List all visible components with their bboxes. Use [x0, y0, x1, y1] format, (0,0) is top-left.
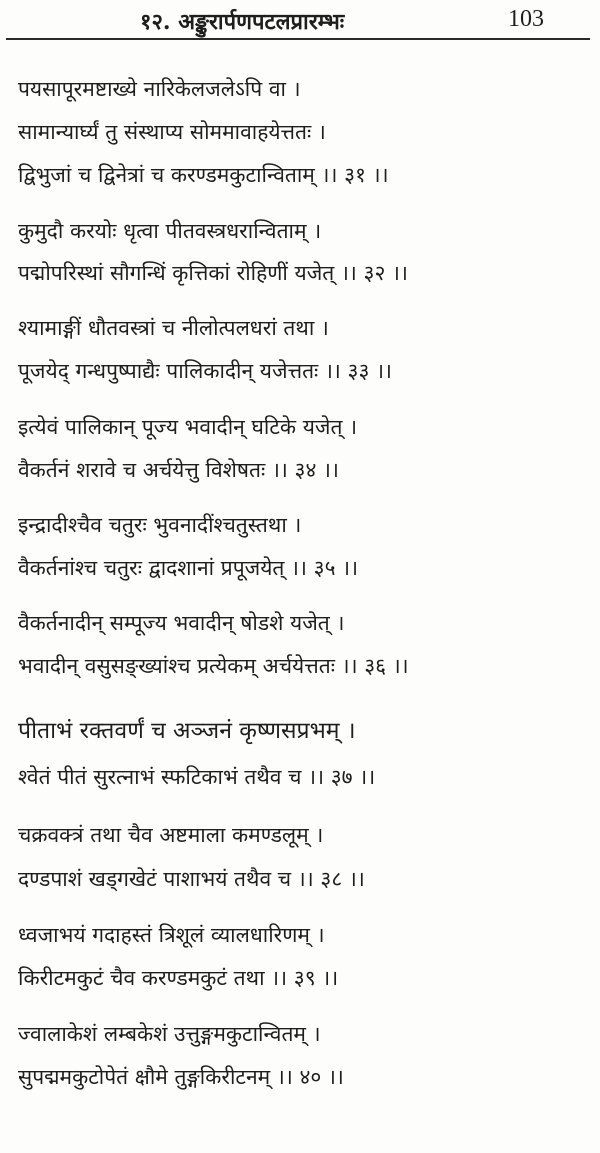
verse-line: वैकर्तनादीन् सम्पूज्य भवादीन् षोडशे यजेत् ।: [18, 611, 345, 635]
verse-line: दण्डपाशं खड्गखेटं पाशाभयं तथैव च ।। ३८ ।।: [18, 867, 365, 891]
verse-line: इत्येवं पालिकान् पूज्य भवादीन् घटिके यजेत् ।: [18, 415, 358, 439]
verse-line: सामान्यार्घ्यं तु संस्थाप्य सोममावाहयेत्ततः ।: [18, 120, 326, 144]
verse-line: वैकर्तनांश्च चतुरः द्वादशानां प्रपूजयेत् ।। ३५ ।।: [18, 556, 359, 580]
verse-line: कुमुदौ करयोः धृत्वा पीतवस्त्रधरान्विताम् ।: [18, 219, 322, 243]
verse-line: इन्द्रादीश्चैव चतुरः भुवनादींश्चतुस्तथा ।: [18, 513, 302, 537]
verse-line: किरीटमकुटं चैव करण्डमकुटं तथा ।। ३९ ।।: [18, 966, 339, 990]
verse-line: पद्मोपरिस्थां सौगन्धिं कृत्तिकां रोहिणीं यजेत् ।। ३२ ।।: [18, 261, 408, 285]
verse-line: श्यामाङ्गीं धौतवस्त्रां च नीलोत्पलधरां तथा ।: [18, 316, 329, 340]
verse-line: पूजयेद् गन्धपुष्पाद्यैः पालिकादीन् यजेत्ततः ।। ३३ ।।: [18, 359, 392, 383]
verse-line: पयसापूरमष्टाख्ये नारिकेलजलेऽपि वा ।: [18, 77, 301, 101]
verse-line: ज्वालाकेशं लम्बकेशं उत्तुङ्गमकुटान्वितम् ।: [18, 1022, 321, 1046]
chapter-title: १२. अङ्कुरार्पणपटलप्रारम्भः: [140, 9, 345, 35]
verse-line: ध्वजाभयं गदाहस्तं त्रिशूलं व्यालधारिणम् ।: [18, 923, 325, 947]
verse-line: पीताभं रक्तवर्णं च अञ्जनं कृष्णसप्रभम् ।: [18, 718, 356, 744]
page-number: 103: [508, 6, 544, 32]
verse-line: वैकर्तनं शरावे च अर्चयेत्तु विशेषतः ।। ३४ ।।: [18, 458, 339, 482]
verse-line: सुपद्ममकुटोपेतं क्षौमे तुङ्गकिरीटनम् ।। ४० ।।: [18, 1065, 344, 1089]
verse-line: श्वेतं पीतं सुरत्नाभं स्फटिकाभं तथैव च ।। ३७ ।।: [18, 765, 376, 789]
verse-line: चक्रवक्त्रं तथा चैव अष्टमाला कमण्डलूम् ।: [18, 823, 324, 847]
verse-line: भवादीन् वसुसङ्ख्यांश्च प्रत्येकम् अर्चयेत्ततः ।। ३६ ।।: [18, 654, 409, 678]
verse-line: द्विभुजां च द्विनेत्रां च करण्डमकुटान्विताम् ।। ३१ ।।: [18, 163, 389, 187]
